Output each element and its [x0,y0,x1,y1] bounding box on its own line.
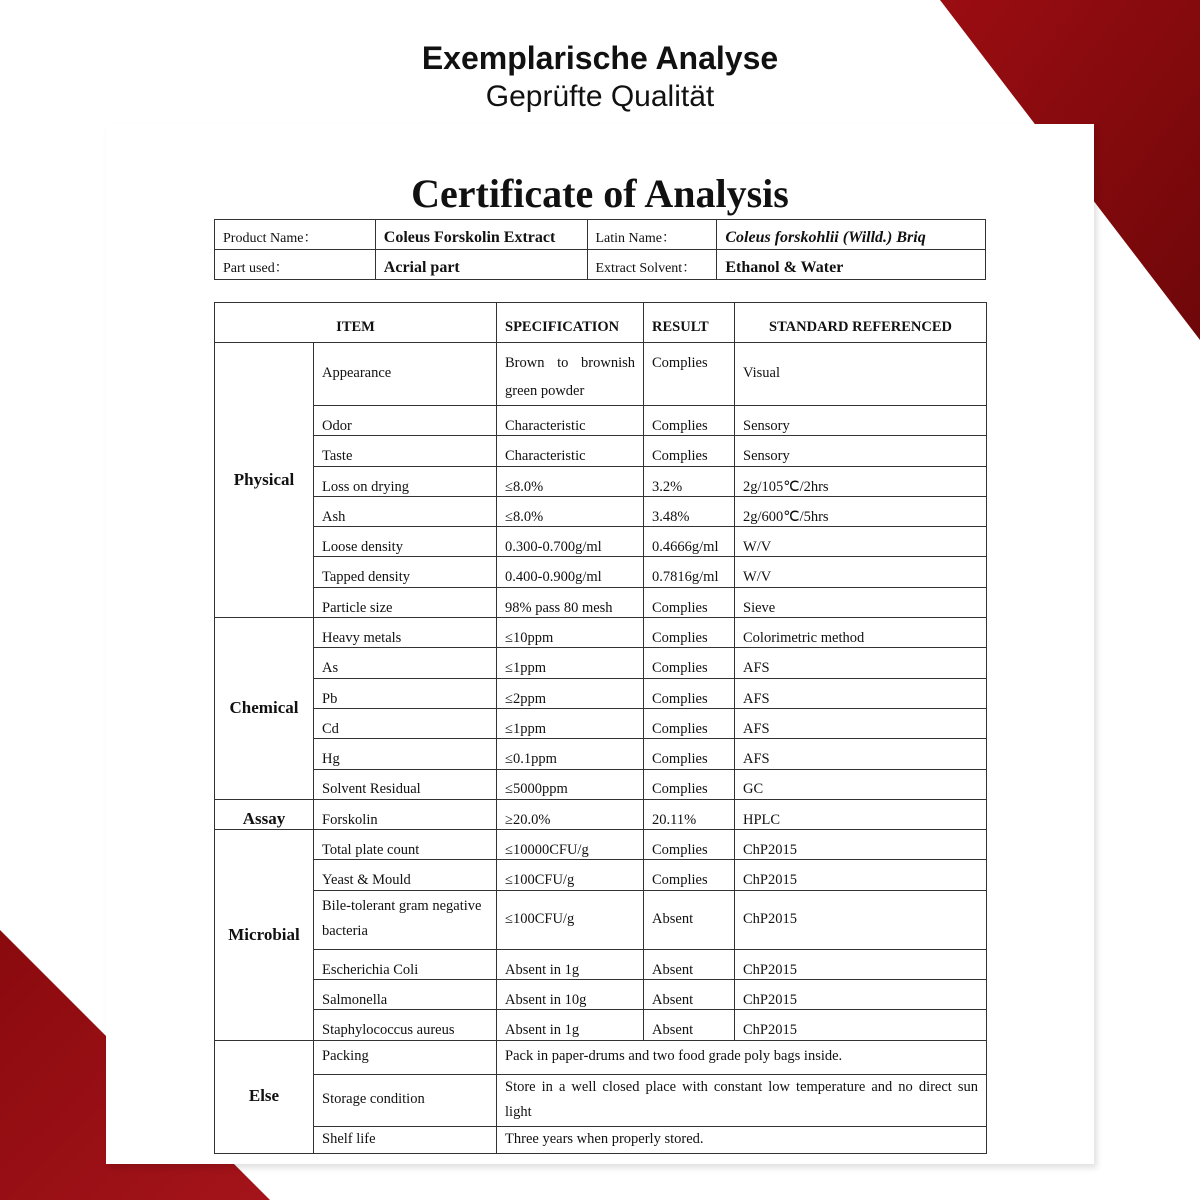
spec-cell: 98% pass 80 mesh [497,587,644,617]
item-cell: Appearance [314,343,497,406]
item-cell: Packing [314,1040,497,1074]
result-cell: Complies [644,618,735,648]
spec-line: Brown to brownish [505,355,636,371]
table-row [215,587,987,617]
spec-cell: ≤100CFU/g [497,890,644,949]
standard-cell: ChP2015 [735,890,987,949]
standard-cell: GC [735,769,987,799]
standard-cell: ChP2015 [735,830,987,860]
item-cell: Loss on drying [314,466,497,496]
item-cell: Storage condition [314,1074,497,1126]
table-row [215,708,987,738]
table-row [215,496,987,526]
item-line: Bile-tolerant gram negative [322,897,482,914]
standard-cell: AFS [735,739,987,769]
result-cell: 0.4666g/ml [644,527,735,557]
item-cell [314,890,497,949]
spec-cell: ≤5000ppm [497,769,644,799]
standard-cell: ChP2015 [735,860,987,890]
standard-cell: AFS [735,678,987,708]
standard-cell: AFS [735,648,987,678]
extract-solvent-label: Extract Solvent： [587,250,717,280]
product-name-label: Product Name： [215,220,376,250]
item-cell: Staphylococcus aureus [314,1010,497,1040]
item-cell: Salmonella [314,980,497,1010]
item-cell: Shelf life [314,1126,497,1153]
standard-cell: ChP2015 [735,949,987,979]
spec-cell: Absent in 1g [497,949,644,979]
result-cell: Absent [644,949,735,979]
value-line: Store in a well closed place with constant low temperature and no direct sun [505,1079,979,1096]
standard-cell: W/V [735,527,987,557]
result-cell: Complies [644,708,735,738]
product-name-value: Coleus Forskolin Extract [375,220,587,250]
analysis-table [214,302,987,1154]
standard-cell: ChP2015 [735,980,987,1010]
result-cell: 3.48% [644,496,735,526]
result-cell: Complies [644,648,735,678]
item-cell: Taste [314,436,497,466]
standard-cell: HPLC [735,799,987,829]
table-row [215,860,987,890]
group-physical: Physical [215,343,314,618]
spec-cell: ≤0.1ppm [497,739,644,769]
latin-name-label: Latin Name： [587,220,717,250]
spec-cell: ≤2ppm [497,678,644,708]
result-cell: Complies [644,343,735,406]
item-cell: Particle size [314,587,497,617]
value-line: light [505,1104,532,1121]
value-cell: Three years when properly stored. [497,1126,987,1153]
item-cell: Pb [314,678,497,708]
result-cell: Complies [644,739,735,769]
spec-cell: ≥20.0% [497,799,644,829]
result-cell: 3.2% [644,466,735,496]
table-row [215,557,987,587]
standard-cell: 2g/600℃/5hrs [735,496,987,526]
standard-cell: Colorimetric method [735,618,987,648]
spec-cell: ≤8.0% [497,496,644,526]
item-cell: As [314,648,497,678]
result-cell: Complies [644,769,735,799]
table-header-row [215,303,987,343]
table-row [215,949,987,979]
item-cell: Forskolin [314,799,497,829]
item-cell: Total plate count [314,830,497,860]
standard-cell: Sensory [735,436,987,466]
col-header-specification: SPECIFICATION [497,303,644,343]
spec-cell: ≤1ppm [497,708,644,738]
item-cell: Odor [314,406,497,436]
info-row [215,250,986,280]
result-cell: 20.11% [644,799,735,829]
spec-cell: Absent in 10g [497,980,644,1010]
table-row [215,980,987,1010]
table-row [215,1010,987,1040]
spec-cell: ≤1ppm [497,648,644,678]
group-else: Else [215,1040,314,1153]
result-cell: Absent [644,1010,735,1040]
item-cell: Escherichia Coli [314,949,497,979]
table-row [215,739,987,769]
table-row [215,1126,987,1153]
result-cell: Complies [644,860,735,890]
table-row [215,890,987,949]
spec-cell: ≤10ppm [497,618,644,648]
info-row [215,220,986,250]
extract-solvent-value: Ethanol & Water [717,250,986,280]
item-cell: Hg [314,739,497,769]
standard-cell: ChP2015 [735,1010,987,1040]
certificate-title: Certificate of Analysis [411,171,789,216]
page-title: Exemplarische Analyse [421,40,779,76]
result-cell: Complies [644,436,735,466]
standard-cell: 2g/105℃/2hrs [735,466,987,496]
spec-cell: ≤8.0% [497,466,644,496]
group-microbial: Microbial [215,830,314,1040]
item-cell: Heavy metals [314,618,497,648]
item-cell: Loose density [314,527,497,557]
result-cell: Complies [644,406,735,436]
result-cell: Absent [644,890,735,949]
table-row [215,436,987,466]
part-used-label: Part used： [215,250,376,280]
result-cell: Complies [644,678,735,708]
result-cell: Absent [644,980,735,1010]
spec-cell [497,343,644,406]
standard-cell: Sieve [735,587,987,617]
result-cell: Complies [644,830,735,860]
spec-cell: ≤10000CFU/g [497,830,644,860]
standard-cell: AFS [735,708,987,738]
item-cell: Ash [314,496,497,526]
table-row [215,1074,987,1126]
standard-cell: W/V [735,557,987,587]
spec-cell: Characteristic [497,406,644,436]
col-header-item: ITEM [215,303,497,343]
standard-cell: Sensory [735,406,987,436]
table-row [215,799,987,829]
table-row [215,527,987,557]
item-cell: Yeast & Mould [314,860,497,890]
col-header-result: RESULT [644,303,735,343]
table-row [215,466,987,496]
group-assay: Assay [215,799,314,829]
col-header-standard: STANDARD REFERENCED [735,303,987,343]
standard-cell: Visual [735,343,987,406]
table-row [215,769,987,799]
page-subtitle: Geprüfte Qualität [485,80,715,113]
spec-cell: ≤100CFU/g [497,860,644,890]
value-cell: Pack in paper-drums and two food grade poly bags inside. [497,1040,987,1074]
table-row [215,1040,987,1074]
latin-name-value: Coleus forskohlii (Willd.) Briq [717,220,986,250]
table-row [215,406,987,436]
table-row [215,830,987,860]
spec-cell: Absent in 1g [497,1010,644,1040]
spec-cell: 0.400-0.900g/ml [497,557,644,587]
value-cell [497,1074,987,1126]
part-used-value: Acrial part [375,250,587,280]
table-row [215,648,987,678]
spec-cell: Characteristic [497,436,644,466]
table-row [215,343,987,406]
spec-line: green powder [505,383,585,399]
table-row [215,618,987,648]
item-cell: Cd [314,708,497,738]
result-cell: 0.7816g/ml [644,557,735,587]
item-cell: Tapped density [314,557,497,587]
result-cell: Complies [644,587,735,617]
product-info-table [214,219,986,280]
item-cell: Solvent Residual [314,769,497,799]
table-row [215,678,987,708]
group-chemical: Chemical [215,618,314,800]
spec-cell: 0.300-0.700g/ml [497,527,644,557]
item-line: bacteria [322,922,368,939]
